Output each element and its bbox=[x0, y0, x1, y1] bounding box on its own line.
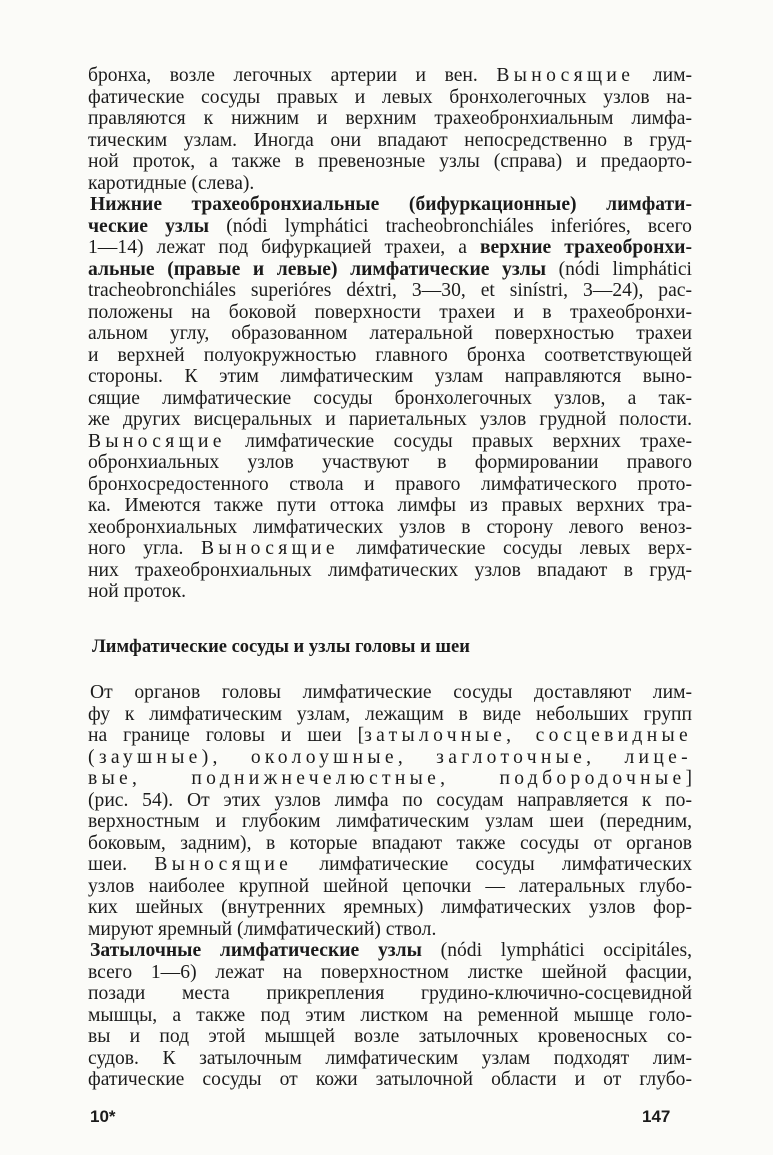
bold-term: Затылочные лимфатические узлы bbox=[90, 940, 422, 961]
text-line bbox=[88, 108, 692, 130]
text-run: ких шейных (внутренних яремных) лимфатических узлов фор- bbox=[88, 897, 692, 918]
page-number: 147 bbox=[642, 1107, 671, 1126]
text-run: стороны. К этим лимфатическим узлам направляются выно- bbox=[88, 366, 692, 387]
text-line bbox=[88, 983, 692, 1005]
text-run: всего 1—6) лежат на поверхностном листке шейной фасции, bbox=[88, 961, 692, 983]
text-run: ка. Имеются также пути оттока лимфы из правых верхних тра- bbox=[88, 495, 692, 516]
text-line bbox=[88, 345, 692, 367]
text-run: альном углу, образованном латеральной поверхностью трахеи bbox=[88, 323, 692, 344]
text-run: хеобронхиальных лимфатических узлов в сторону левого веноз- bbox=[88, 516, 692, 538]
text-run: на границе головы и шеи [ bbox=[88, 725, 365, 746]
text-run: лимфатические сосуды левых верх- bbox=[338, 538, 692, 559]
text-line bbox=[88, 237, 692, 259]
text-run: же других висцеральных и париетальных узлов грудной полости. bbox=[88, 409, 692, 430]
text-line bbox=[88, 1026, 692, 1048]
text-line bbox=[88, 790, 692, 812]
text-line bbox=[88, 409, 692, 431]
text-run: ной проток. bbox=[88, 581, 187, 602]
text-run: мируют яремный (лимфатический) ствол. bbox=[88, 918, 437, 940]
text-line bbox=[88, 388, 692, 410]
text-line bbox=[88, 151, 692, 173]
text-line bbox=[88, 704, 692, 726]
text-run: тическим узлам. Иногда они впадают непосредственно в груд- bbox=[88, 129, 692, 151]
text-line bbox=[88, 302, 692, 324]
text-run: обронхиальных узлов участвуют в формировании правого bbox=[88, 452, 692, 473]
text-line bbox=[88, 517, 692, 539]
text-run: ной проток, а также в превенозные узлы (справа) и предаорто- bbox=[88, 151, 692, 172]
spaced-term: вые, поднижнечелюстные, подбородочные bbox=[88, 768, 686, 789]
signature-mark: 10* bbox=[90, 1107, 116, 1126]
spaced-term: (заушные), околоушные, заглоточные, лице- bbox=[88, 746, 692, 768]
text-line bbox=[88, 682, 692, 704]
text-run: фатические сосуды правых и левых бронхолегочных узлов на- bbox=[88, 86, 692, 108]
text-line bbox=[88, 854, 692, 876]
text-line bbox=[88, 725, 692, 747]
section-heading: Лимфатические сосуды и узлы головы и шеи bbox=[92, 637, 470, 657]
text-run: положены на боковой поверхности трахеи и в трахеобронхи- bbox=[88, 301, 692, 323]
text-line bbox=[88, 173, 692, 195]
text-run: фатические сосуды от кожи затылочной области и от глубо- bbox=[88, 1069, 692, 1090]
text-line bbox=[88, 216, 692, 238]
text-run: боковым, задним), в которые впадают также сосуды от органов bbox=[88, 832, 692, 854]
text-line bbox=[88, 811, 692, 833]
text-line bbox=[88, 897, 692, 919]
paragraph-block-head-neck bbox=[88, 682, 692, 1091]
text-run: них трахеобронхиальных лимфатических узлов впадают в груд- bbox=[88, 559, 692, 581]
paragraph-block-bronchial-nodes bbox=[88, 65, 692, 603]
text-line bbox=[88, 768, 692, 790]
text-run: (рис. 54). От этих узлов лимфа по сосудам направляется к по- bbox=[88, 789, 692, 811]
text-line bbox=[88, 495, 692, 517]
text-run: лим- bbox=[634, 65, 692, 86]
bold-term: верхние трахеобронхи- bbox=[479, 237, 692, 258]
text-line bbox=[88, 1048, 692, 1070]
text-run: шеи. bbox=[88, 854, 155, 875]
spaced-term: Выносящие bbox=[496, 65, 635, 86]
text-line bbox=[88, 87, 692, 109]
text-line bbox=[88, 474, 692, 496]
text-run: От органов головы лимфатические сосуды доставляют лим- bbox=[90, 682, 692, 703]
text-line bbox=[88, 876, 692, 898]
text-line bbox=[88, 940, 692, 962]
text-run: ного угла. bbox=[88, 538, 202, 559]
text-run: мышцы, а также под этим листком на ременной мышце голо- bbox=[88, 1004, 692, 1026]
bold-term: Нижние трахеобронхиальные (бифуркационные) лимфати- bbox=[90, 194, 692, 215]
text-line bbox=[88, 366, 692, 388]
spaced-term: Выносящие bbox=[154, 854, 293, 875]
text-run: каротидные (слева). bbox=[88, 172, 255, 194]
text-line bbox=[88, 280, 692, 302]
text-run: бронхосредостенного ствола и правого лимфатического прото- bbox=[88, 473, 692, 495]
bold-term: ческие узлы bbox=[88, 215, 210, 237]
text-run: правляются к нижним и верхним трахеобронхиальным лимфа- bbox=[88, 108, 692, 129]
text-line bbox=[88, 65, 692, 87]
text-line bbox=[88, 560, 692, 582]
text-run: лимфатические сосуды лимфатических bbox=[292, 854, 692, 875]
text-run: позади места прикрепления грудино-ключично-сосцевидной bbox=[88, 983, 692, 1004]
text-line bbox=[88, 130, 692, 152]
spaced-term: Выносящие bbox=[88, 430, 226, 452]
spaced-term: Выносящие bbox=[201, 538, 339, 559]
text-line bbox=[88, 747, 692, 769]
text-run: судов. К затылочным лимфатическим узлам подходят лим- bbox=[88, 1047, 692, 1069]
text-line bbox=[88, 323, 692, 345]
text-line bbox=[88, 833, 692, 855]
text-line bbox=[88, 431, 692, 453]
spaced-term: затылочные, сосцевидные bbox=[364, 725, 692, 746]
text-line bbox=[88, 1005, 692, 1027]
text-run: 1—14) лежат под бифуркацией трахеи, а bbox=[88, 237, 480, 258]
text-run: (nódi limphátici bbox=[546, 258, 692, 280]
text-line bbox=[88, 194, 692, 216]
text-run: узлов наиболее крупной шейной цепочки — латеральных глубо- bbox=[88, 875, 692, 897]
text-run: лимфатические сосуды правых верхних трахе- bbox=[225, 430, 692, 452]
text-run: (nódi lymphátici occipitáles, bbox=[421, 940, 692, 961]
text-line bbox=[88, 452, 692, 474]
text-run: tracheobronchiáles superióres déxtri, 3—30, et sinístri, 3—24), рас- bbox=[88, 280, 692, 301]
text-run: сящие лимфатические сосуды бронхолегочных узлов, а так- bbox=[88, 387, 692, 409]
text-run: бронха, возле легочных артерии и вен. bbox=[88, 65, 497, 86]
text-line bbox=[88, 1069, 692, 1091]
text-run: верхностным и глубоким лимфатическим узлам шеи (передним, bbox=[88, 811, 692, 832]
text-line bbox=[88, 538, 692, 560]
text-run: (nódi lymphátici tracheobronchiáles inferióres, всего bbox=[209, 215, 692, 237]
text-line bbox=[88, 581, 692, 603]
text-run: фу к лимфатическим узлам, лежащим в виде небольших групп bbox=[88, 703, 692, 725]
bold-term: альные (правые и левые) лимфатические узлы bbox=[88, 258, 547, 280]
text-run: и верхней полуокружностью главного бронха соответствующей bbox=[88, 344, 692, 366]
text-line bbox=[88, 259, 692, 281]
text-line bbox=[88, 962, 692, 984]
text-run: вы и под этой мышцей возле затылочных кровеносных со- bbox=[88, 1026, 692, 1047]
text-run: ] bbox=[685, 768, 692, 789]
text-line bbox=[88, 919, 692, 941]
